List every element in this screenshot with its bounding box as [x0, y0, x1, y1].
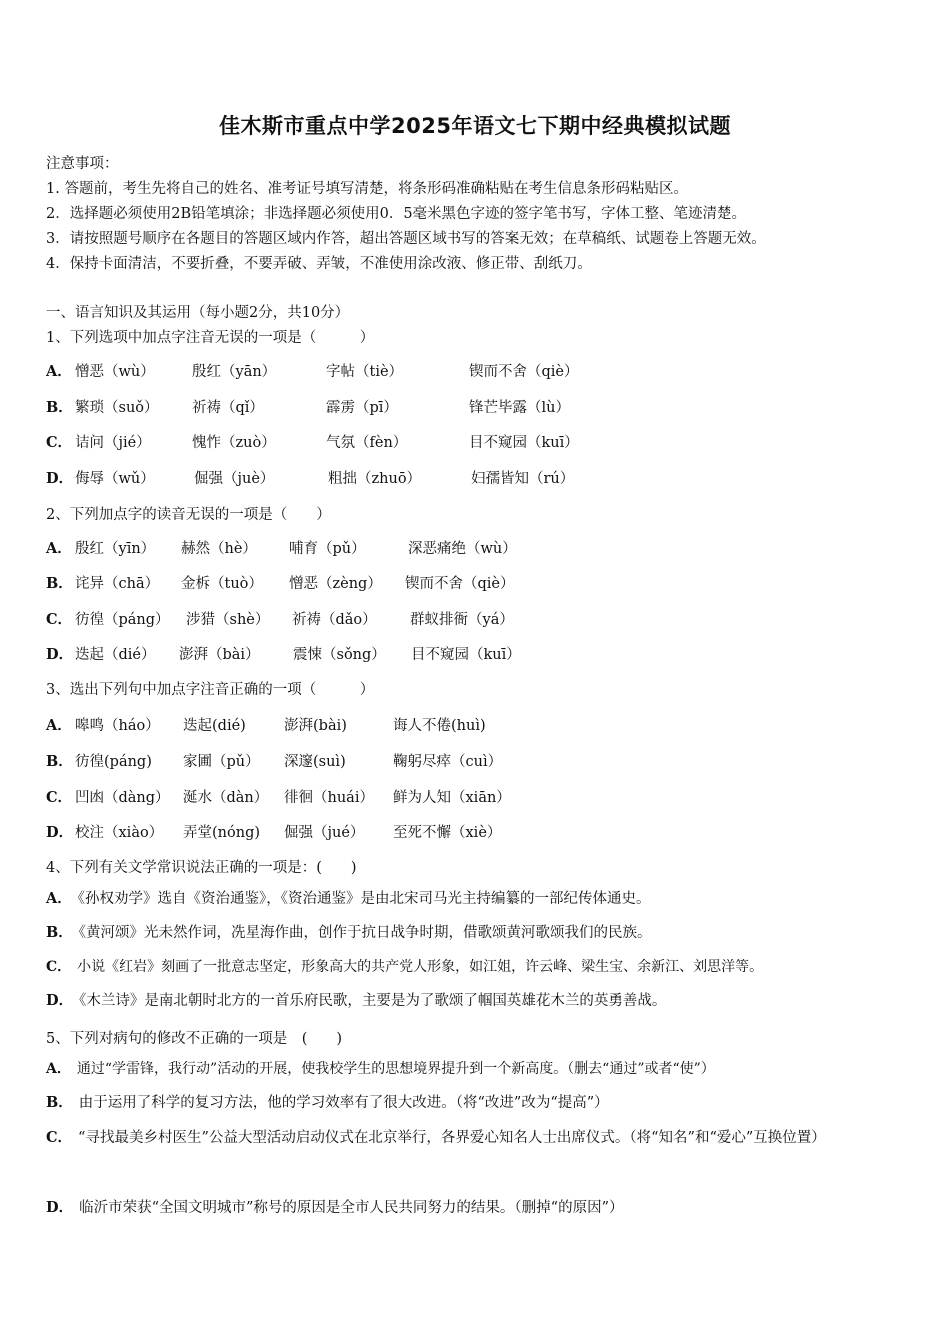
q2-c-item: 祈祷（dǎo）: [292, 612, 377, 628]
q1-c-item: 气氛（fèn）: [326, 435, 408, 451]
section-heading: 一、语言知识及其运用（每小题2分，共10分）: [46, 305, 350, 321]
q4-c-text: 小说《红岩》刻画了一批意志坚定，形象高大的共产党人形象，如江姐，许云峰、梁生宝、余新江、刘思洋等。: [77, 959, 764, 975]
q3-a-label: A．: [46, 717, 72, 734]
q2-b-item: 憎恶（zèng）: [289, 576, 382, 592]
q4-d-label: D．: [46, 992, 74, 1009]
q1-d-item: 粗拙（zhuō）: [328, 471, 422, 487]
q5-d-label: D．: [46, 1199, 74, 1216]
q2-b-item: 锲而不舍（qiè）: [405, 576, 515, 592]
q4-option-b: [46, 916, 896, 950]
question-5-stem: 5、下列对病句的修改不正确的一项是 ( ): [46, 1031, 343, 1047]
q2-a-item: 殷红（yīn）: [75, 541, 156, 557]
q3-d-item: 校注（xiào）: [75, 825, 164, 841]
notice-item-4: 4．保持卡面清洁，不要折叠，不要弄破、弄皱，不准使用涂改液、修正带、刮纸刀。: [46, 256, 592, 272]
question-4-stem: 4、下列有关文学常识说法正确的一项是：( ): [46, 860, 357, 876]
q4-option-d: [46, 984, 896, 1018]
q5-d-text: 临沂市荣获“全国文明城市”称号的原因是全市人民共同努力的结果。（删掉“的原因”）: [79, 1200, 624, 1216]
q2-b-item: 诧异（chā）: [75, 576, 160, 592]
q3-b-item: 深邃(suì): [284, 754, 346, 770]
q2-b-label: B．: [46, 575, 73, 592]
q2-a-label: A．: [46, 540, 72, 557]
q2-a-item: 哺育（pǔ）: [289, 541, 366, 557]
q1-b-item: 祈祷（qǐ）: [192, 400, 264, 416]
q5-option-d: [46, 1191, 896, 1225]
q1-a-item: 憎恶（wù）: [75, 364, 155, 380]
q5-c-label: C．: [46, 1129, 73, 1146]
q3-b-label: B．: [46, 753, 73, 770]
q1-a-item: 锲而不舍（qiè）: [469, 364, 579, 380]
q1-d-item: 侮辱（wǔ）: [75, 471, 155, 487]
q2-c-item: 群蚁排衙（yá）: [410, 612, 514, 628]
q2-d-item: 震悚（sǒng）: [293, 647, 386, 663]
q3-a-item: 迭起(dié): [183, 718, 246, 734]
notice-item-1: 1. 答题前，考生先将自己的姓名、准考证号填写清楚，将条形码准确粘贴在考生信息条形码粘贴区。: [46, 181, 688, 197]
q1-b-item: 霹雳（pī）: [326, 400, 398, 416]
q5-a-text: 通过“学雷锋，我行动”活动的开展，使我校学生的思想境界提升到一个新高度。（删去“通过”或者“使”）: [76, 1061, 715, 1077]
q1-b-item: 繁琐（suǒ）: [75, 400, 159, 416]
q3-b-item: 鞠躬尽瘁（cuì）: [393, 754, 503, 770]
q4-c-label: C．: [46, 959, 72, 975]
q4-option-a: [46, 882, 896, 916]
q2-d-item: 澎湃（bài）: [179, 647, 260, 663]
q5-option-c: [46, 1121, 896, 1155]
notice-item-2: 2．选择题必须使用2B铅笔填涂；非选择题必须使用0．5毫米黑色字迹的签字笔书写，字体工整、笔迹清楚。: [46, 206, 747, 222]
q1-c-item: 诘问（jié）: [75, 435, 151, 451]
q2-d-item: 目不窥园（kuī）: [411, 647, 521, 663]
q3-b-item: 家圃（pǔ）: [183, 754, 260, 770]
q5-b-label: B．: [46, 1094, 73, 1111]
q2-a-item: 深恶痛绝（wù）: [408, 541, 517, 557]
q4-d-text: 《木兰诗》是南北朝时北方的一首乐府民歌，主要是为了歌颂了帼国英雄花木兰的英勇善战。: [79, 993, 667, 1009]
q5-c-text: “寻找最美乡村医生”公益大型活动启动仪式在北京举行，各界爱心知名人士出席仪式。（将“知名”和“爱心”互换位置）: [78, 1130, 826, 1146]
q1-c-item: 目不窥园（kuī）: [469, 435, 579, 451]
q1-a-item: 字帖（tiè）: [326, 364, 404, 380]
q2-b-item: 金柝（tuò）: [181, 576, 263, 592]
q4-option-c: [46, 950, 916, 984]
q2-c-item: 涉猎（shè）: [186, 612, 270, 628]
q5-option-a: [46, 1052, 916, 1086]
q3-b-item: 彷徨(páng): [75, 754, 152, 770]
q2-c-item: 彷徨（páng）: [75, 612, 170, 628]
q5-option-b: [46, 1086, 896, 1120]
page-title: 佳木斯市重点中学2025年语文七下期中经典模拟试题: [219, 114, 731, 138]
notice-item-3: 3．请按照题号顺序在各题目的答题区域内作答，超出答题区域书写的答案无效；在草稿纸、试题卷上答题无效。: [46, 231, 766, 247]
q4-b-label: B．: [46, 924, 73, 941]
q4-a-text: 《孙权劝学》选自《资治通鉴》，《资治通鉴》是由北宋司马光主持编纂的一部纪传体通史。: [77, 891, 651, 907]
notice-heading: 注意事项：: [46, 156, 119, 172]
q1-d-label: D．: [46, 470, 74, 487]
q1-c-label: C．: [46, 434, 73, 451]
q1-c-item: 愧怍（zuò）: [192, 435, 276, 451]
q3-a-item: 嗥鸣（háo）: [75, 718, 160, 734]
q2-a-item: 赫然（hè）: [181, 541, 257, 557]
q3-d-item: 弄堂(nóng): [183, 825, 261, 841]
q5-b-text: 由于运用了科学的复习方法，他的学习效率有了很大改进。（将“改进”改为“提高”）: [78, 1095, 609, 1111]
q3-c-item: 涎水（dàn）: [183, 790, 269, 806]
q3-c-label: C．: [46, 789, 73, 806]
q4-b-text: 《黄河颂》光未然作词，冼星海作曲，创作于抗日战争时期，借歌颂黄河歌颂我们的民族。: [78, 925, 652, 941]
q3-d-item: 至死不懈（xiè）: [393, 825, 502, 841]
q2-d-label: D．: [46, 646, 74, 663]
q1-a-item: 殷红（yān）: [192, 364, 277, 380]
q5-a-label: A．: [46, 1061, 71, 1077]
q1-b-label: B．: [46, 399, 73, 416]
q1-b-item: 锋芒毕露（lù）: [469, 400, 570, 416]
q3-d-label: D．: [46, 824, 74, 841]
q2-c-label: C．: [46, 611, 73, 628]
q4-a-label: A．: [46, 890, 72, 907]
q3-c-item: 凹凼（dàng）: [75, 790, 170, 806]
q1-d-item: 妇孺皆知（rú）: [471, 471, 575, 487]
q2-d-item: 迭起（dié）: [75, 647, 156, 663]
question-2-stem: 2、下列加点字的读音无误的一项是（ ）: [46, 507, 331, 523]
q3-a-item: 澎湃(bài): [284, 718, 347, 734]
q3-a-item: 诲人不倦(huì): [393, 718, 486, 734]
q3-c-item: 徘徊（huái）: [284, 790, 374, 806]
q3-d-item: 倔强（jué）: [284, 825, 365, 841]
q1-a-label: A．: [46, 363, 72, 380]
q3-c-item: 鲜为人知（xiān）: [393, 790, 511, 806]
question-3-stem: 3、选出下列句中加点字注音正确的一项（ ）: [46, 682, 375, 698]
q1-d-item: 倔强（juè）: [194, 471, 275, 487]
question-1-stem: 1、下列选项中加点字注音无误的一项是（ ）: [46, 330, 375, 346]
